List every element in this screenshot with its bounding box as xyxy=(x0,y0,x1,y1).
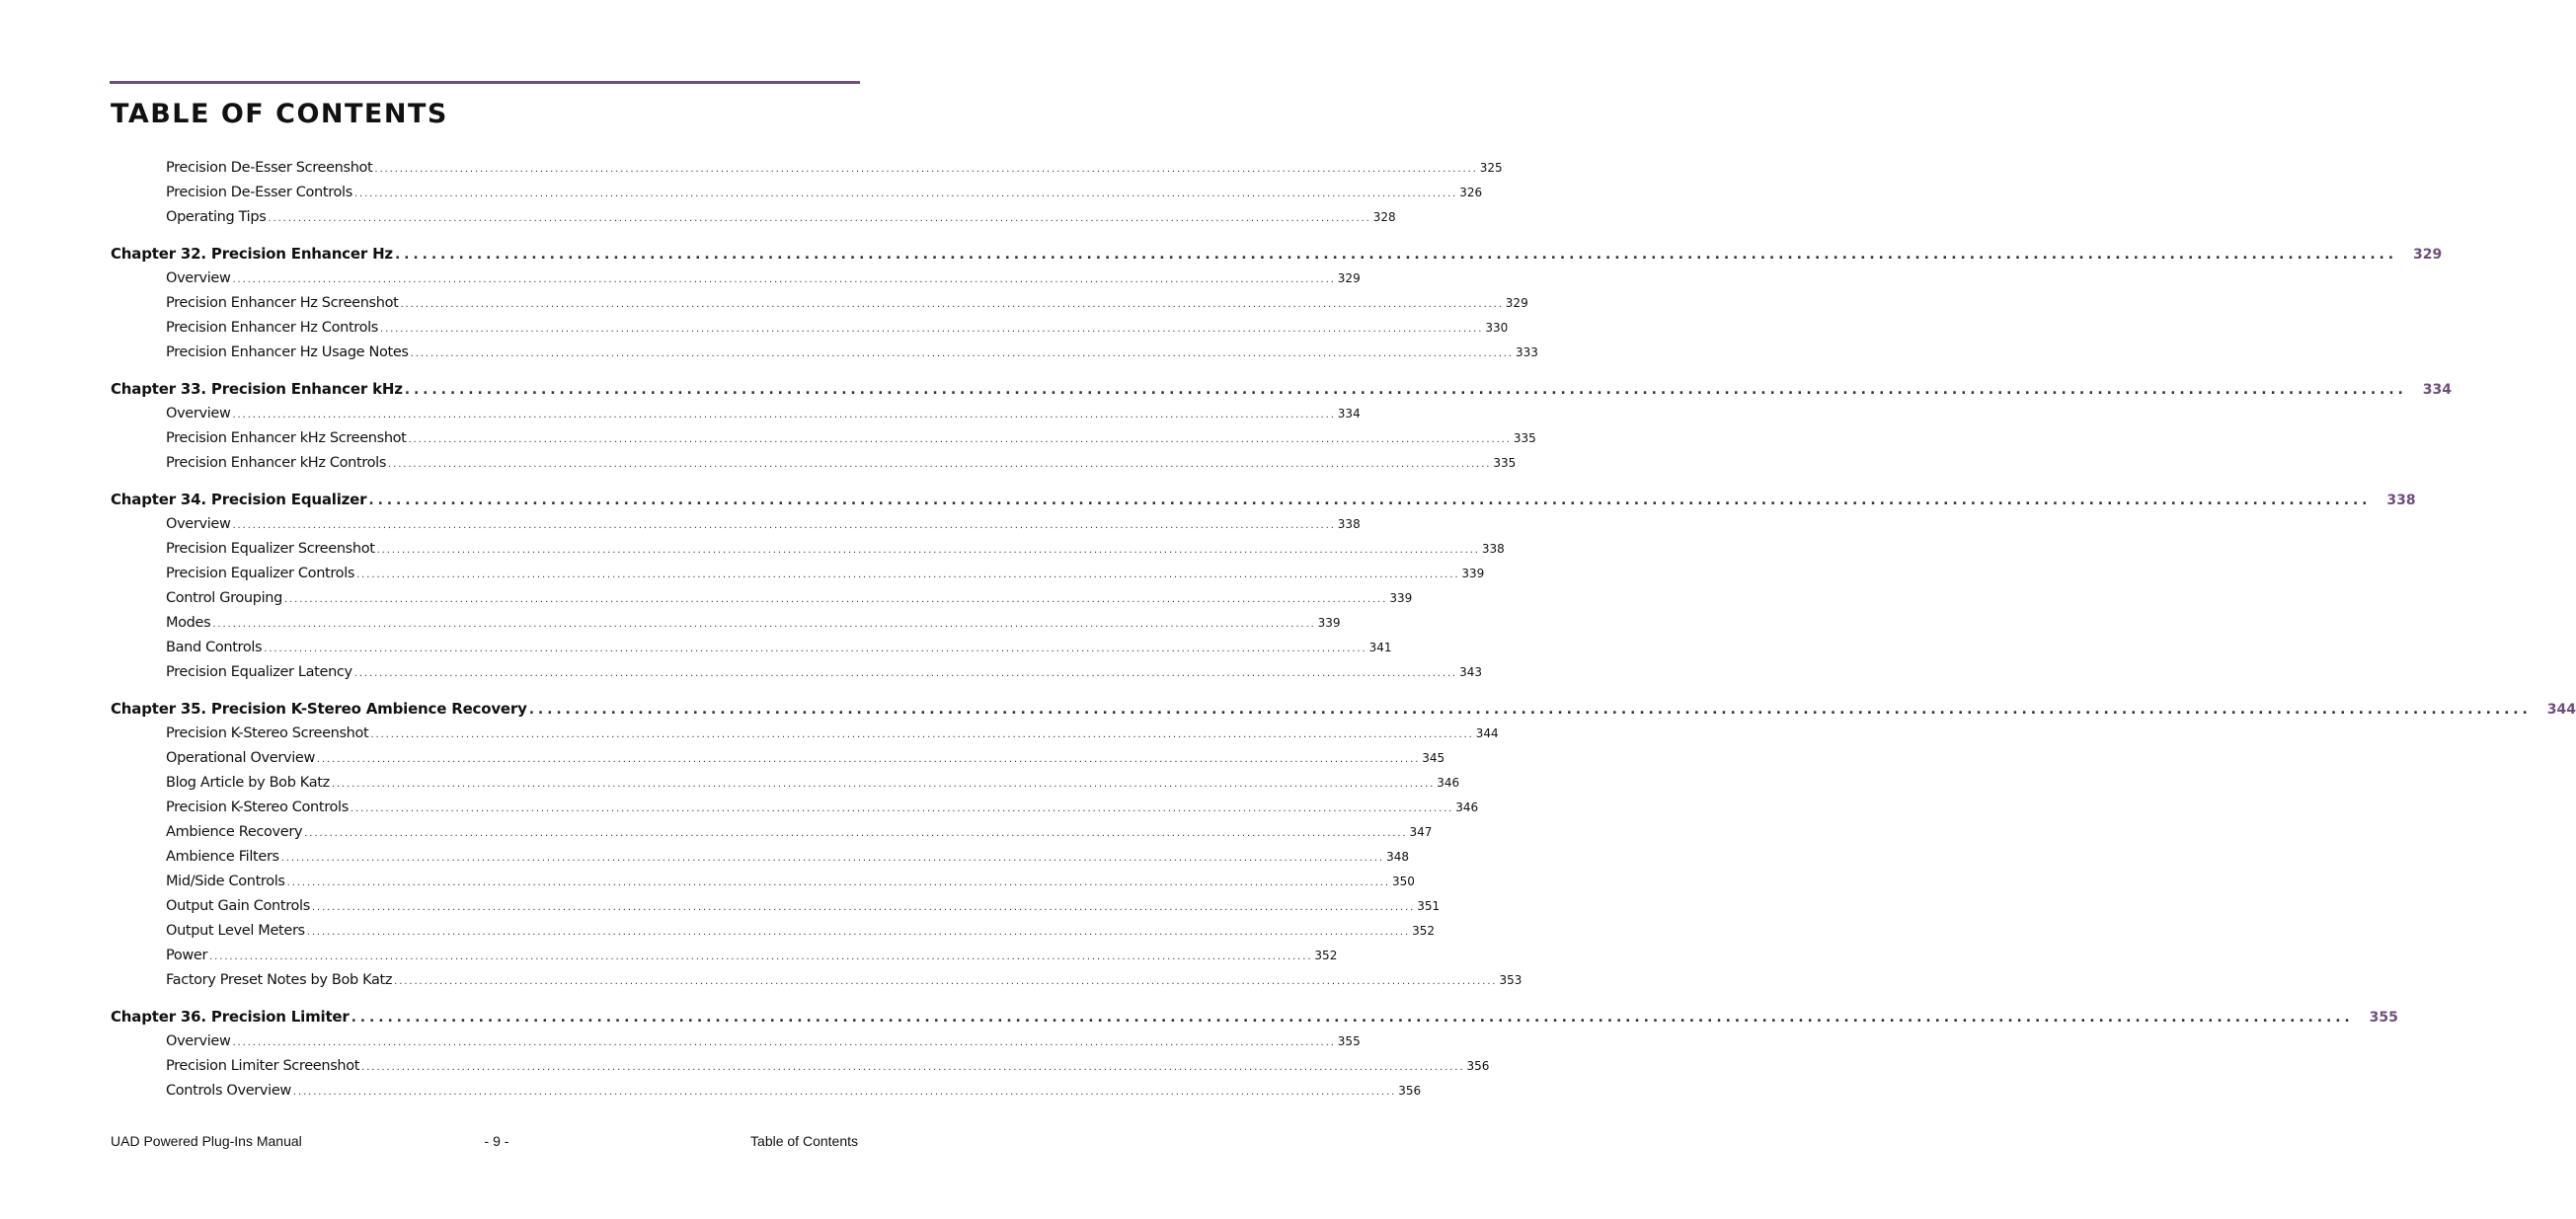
toc-entry-label: Precision Enhancer Hz Screenshot xyxy=(166,295,399,311)
dot-leader: ............................................................................................................................................................................................................................ xyxy=(268,213,1371,224)
dot-leader: ............................................................................................................................................................................................................................ xyxy=(368,493,2372,508)
toc-entry[interactable] xyxy=(166,185,1483,200)
toc-entry-page-number: 329 xyxy=(1337,271,1361,285)
toc-entry-label: Mid/Side Controls xyxy=(166,874,285,889)
toc-entry-page-number: 338 xyxy=(2386,493,2416,508)
toc-entry[interactable] xyxy=(166,344,1538,360)
toc-chapter-entry[interactable] xyxy=(111,380,2453,398)
toc-entry-page-number: 335 xyxy=(1493,456,1517,470)
toc-entry-page-number: 350 xyxy=(1391,875,1415,888)
dot-leader: ............................................................................................................................................................................................................................ xyxy=(286,877,1390,888)
dot-leader: ............................................................................................................................................................................................................................ xyxy=(408,434,1512,445)
toc-entry-label: Chapter 36. Precision Limiter xyxy=(111,1008,350,1026)
toc-entry-page-number: 338 xyxy=(1481,542,1505,556)
toc-entry-label: Precision De-Esser Controls xyxy=(166,185,352,200)
toc-entry-label: Output Gain Controls xyxy=(166,898,310,914)
dot-leader: ............................................................................................................................................................................................................................ xyxy=(316,754,1421,765)
toc-entry[interactable] xyxy=(166,295,1528,311)
dot-leader: ............................................................................................................................................................................................................................ xyxy=(232,1037,1336,1048)
toc-entry-label: Precision Enhancer Hz Usage Notes xyxy=(166,344,409,360)
toc-entry-label: Modes xyxy=(166,615,211,631)
toc-entry[interactable] xyxy=(166,541,1505,557)
toc-entry-page-number: 326 xyxy=(1459,186,1483,199)
toc-entry-page-number: 339 xyxy=(1461,567,1485,580)
dot-leader: ............................................................................................................................................................................................................................ xyxy=(376,545,1480,556)
toc-entry-page-number: 330 xyxy=(1485,321,1509,335)
dot-leader: ............................................................................................................................................................................................................................ xyxy=(410,348,1514,359)
toc-entry[interactable] xyxy=(166,160,1503,176)
toc-entry[interactable] xyxy=(166,615,1341,631)
toc-entry-label: Precision Enhancer Hz Controls xyxy=(166,320,378,336)
toc-entry[interactable] xyxy=(166,516,1361,532)
toc-entry-page-number: 335 xyxy=(1513,431,1536,445)
toc-entry[interactable] xyxy=(166,664,1483,680)
toc-entry-page-number: 334 xyxy=(1337,407,1361,420)
toc-entry-page-number: 339 xyxy=(1389,591,1413,605)
toc-entry-label: Chapter 32. Precision Enhancer Hz xyxy=(111,245,393,263)
toc-entry-label: Output Level Meters xyxy=(166,923,305,939)
dot-leader: ............................................................................................................................................................................................................................ xyxy=(528,702,2532,718)
dot-leader: ............................................................................................................................................................................................................................ xyxy=(374,164,1478,175)
toc-entry[interactable] xyxy=(166,1033,1361,1049)
toc-chapter-entry[interactable] xyxy=(111,700,2576,718)
toc-entry-page-number: 328 xyxy=(1372,210,1396,224)
toc-entry-label: Chapter 33. Precision Enhancer kHz xyxy=(111,380,403,398)
toc-entry[interactable] xyxy=(166,898,1441,914)
toc-entry[interactable] xyxy=(166,1058,1490,1074)
dot-leader: ............................................................................................................................................................................................................................ xyxy=(331,779,1436,790)
toc-entry-label: Operating Tips xyxy=(166,209,267,225)
toc-entry-label: Factory Preset Notes by Bob Katz xyxy=(166,972,393,988)
dot-leader: ............................................................................................................................................................................................................................ xyxy=(353,189,1458,199)
toc-entry-page-number: 334 xyxy=(2422,382,2453,398)
toc-entry-label: Precision Limiter Screenshot xyxy=(166,1058,360,1074)
toc-entry-page-number: 345 xyxy=(1422,751,1445,765)
toc-entry[interactable] xyxy=(166,566,1485,581)
dot-leader: ............................................................................................................................................................................................................................ xyxy=(400,299,1504,310)
toc-entry[interactable] xyxy=(166,430,1536,446)
toc-entry[interactable] xyxy=(166,455,1517,471)
toc-entry[interactable] xyxy=(166,972,1522,988)
dot-leader: ............................................................................................................................................................................................................................ xyxy=(394,976,1498,987)
toc-entry-page-number: 333 xyxy=(1515,345,1538,359)
toc-entry[interactable] xyxy=(166,874,1415,889)
toc-entry-page-number: 356 xyxy=(1398,1084,1422,1098)
toc-entry-label: Band Controls xyxy=(166,640,263,655)
toc-entry-page-number: 339 xyxy=(1317,616,1341,630)
dot-leader: ............................................................................................................................................................................................................................ xyxy=(264,644,1367,654)
dot-leader: ............................................................................................................................................................................................................................ xyxy=(232,520,1336,531)
toc-chapter-entry[interactable] xyxy=(111,245,2443,263)
toc-entry[interactable] xyxy=(166,1083,1422,1099)
toc-entry[interactable] xyxy=(166,775,1460,791)
toc-entry[interactable] xyxy=(166,923,1435,939)
toc-entry[interactable] xyxy=(166,590,1413,606)
toc-entry-label: Chapter 35. Precision K-Stereo Ambience Recovery xyxy=(111,700,527,718)
toc-entry[interactable] xyxy=(166,320,1509,336)
toc-entry-page-number: 355 xyxy=(1337,1034,1361,1048)
dot-leader: ............................................................................................................................................................................................................................ xyxy=(388,459,1492,470)
toc-entry[interactable] xyxy=(166,270,1361,286)
toc-entry-page-number: 344 xyxy=(2546,702,2576,718)
toc-entry-page-number: 351 xyxy=(1417,899,1441,913)
toc-entry-label: Overview xyxy=(166,406,231,421)
toc-entry-label: Ambience Recovery xyxy=(166,824,303,840)
dot-leader: ............................................................................................................................................................................................................................ xyxy=(361,1062,1465,1073)
toc-entry-label: Overview xyxy=(166,516,231,532)
dot-leader: ............................................................................................................................................................................................................................ xyxy=(379,324,1484,335)
dot-leader: ............................................................................................................................................................................................................................ xyxy=(353,668,1458,679)
dot-leader: ............................................................................................................................................................................................................................ xyxy=(311,902,1416,913)
dot-leader: ............................................................................................................................................................................................................................ xyxy=(292,1087,1397,1098)
toc-entry[interactable] xyxy=(166,750,1445,766)
dot-leader: ............................................................................................................................................................................................................................ xyxy=(232,274,1336,285)
dot-leader: ............................................................................................................................................................................................................................ xyxy=(404,382,2407,398)
toc-entry-page-number: 329 xyxy=(1505,296,1528,310)
toc-entry-page-number: 347 xyxy=(1409,825,1433,839)
footer-page-number: - 9 - xyxy=(484,1133,509,1149)
header-rule xyxy=(110,81,860,84)
toc-chapter-entry[interactable] xyxy=(111,491,2416,508)
toc-chapter-entry[interactable] xyxy=(111,1008,2398,1026)
toc-entry-label: Precision Equalizer Controls xyxy=(166,566,355,581)
toc-entry-page-number: 348 xyxy=(1386,850,1409,864)
toc-entry-label: Precision Enhancer kHz Screenshot xyxy=(166,430,407,446)
toc-entry-page-number: 355 xyxy=(2369,1010,2398,1026)
toc-entry[interactable] xyxy=(166,948,1338,963)
toc-entry-label: Blog Article by Bob Katz xyxy=(166,775,330,791)
footer-section-title: Table of Contents xyxy=(750,1133,858,1149)
toc-entry-page-number: 338 xyxy=(1337,517,1361,531)
toc-entry[interactable] xyxy=(166,849,1409,865)
toc-entry-page-number: 344 xyxy=(1475,726,1499,740)
toc-entry-page-number: 356 xyxy=(1466,1059,1490,1073)
dot-leader: ............................................................................................................................................................................................................................ xyxy=(212,619,1316,630)
toc-entry-label: Chapter 34. Precision Equalizer xyxy=(111,491,367,508)
toc-entry-label: Precision K-Stereo Controls xyxy=(166,800,349,815)
toc-entry[interactable] xyxy=(166,824,1433,840)
toc-entry[interactable] xyxy=(166,800,1479,815)
toc-entry-label: Ambience Filters xyxy=(166,849,279,865)
toc-entry-page-number: 343 xyxy=(1459,665,1483,679)
toc-entry-label: Precision Enhancer kHz Controls xyxy=(166,455,387,471)
dot-leader: ............................................................................................................................................................................................................................ xyxy=(284,594,1388,605)
dot-leader: ............................................................................................................................................................................................................................ xyxy=(209,952,1313,962)
toc-entry-label: Operational Overview xyxy=(166,750,315,766)
toc-entry[interactable] xyxy=(166,725,1499,741)
toc-entry[interactable] xyxy=(166,640,1392,655)
toc-entry[interactable] xyxy=(166,209,1396,225)
toc-entry-label: Precision Equalizer Latency xyxy=(166,664,352,680)
footer-manual-title: UAD Powered Plug-Ins Manual xyxy=(111,1133,302,1149)
toc-entry-label: Overview xyxy=(166,270,231,286)
dot-leader: ............................................................................................................................................................................................................................ xyxy=(306,927,1411,938)
dot-leader: ............................................................................................................................................................................................................................ xyxy=(351,1010,2354,1026)
toc-entry-page-number: 352 xyxy=(1412,924,1435,938)
toc-entry-label: Control Grouping xyxy=(166,590,282,606)
toc-entry-label: Precision De-Esser Screenshot xyxy=(166,160,373,176)
toc-entry-page-number: 353 xyxy=(1499,973,1522,987)
dot-leader: ............................................................................................................................................................................................................................ xyxy=(350,803,1454,814)
toc-entry-page-number: 329 xyxy=(2413,247,2443,263)
toc-entry[interactable] xyxy=(166,406,1361,421)
toc-entry-page-number: 325 xyxy=(1479,161,1503,175)
toc-entry-page-number: 346 xyxy=(1437,776,1460,790)
dot-leader: ............................................................................................................................................................................................................................ xyxy=(370,729,1474,740)
toc-entry-page-number: 352 xyxy=(1314,949,1338,962)
toc-entry-page-number: 341 xyxy=(1368,641,1392,654)
dot-leader: ............................................................................................................................................................................................................................ xyxy=(232,410,1336,420)
page-title: TABLE OF CONTENTS xyxy=(111,99,448,129)
toc-entry-label: Precision Equalizer Screenshot xyxy=(166,541,375,557)
toc-entry-label: Controls Overview xyxy=(166,1083,291,1099)
dot-leader: ............................................................................................................................................................................................................................ xyxy=(356,570,1460,580)
dot-leader: ............................................................................................................................................................................................................................ xyxy=(304,828,1408,839)
toc-entry-page-number: 346 xyxy=(1455,800,1479,814)
toc-entry-label: Overview xyxy=(166,1033,231,1049)
toc-entry-label: Power xyxy=(166,948,208,963)
dot-leader: ............................................................................................................................................................................................................................ xyxy=(280,853,1385,864)
dot-leader: ............................................................................................................................................................................................................................ xyxy=(394,247,2397,263)
toc-entry-label: Precision K-Stereo Screenshot xyxy=(166,725,369,741)
